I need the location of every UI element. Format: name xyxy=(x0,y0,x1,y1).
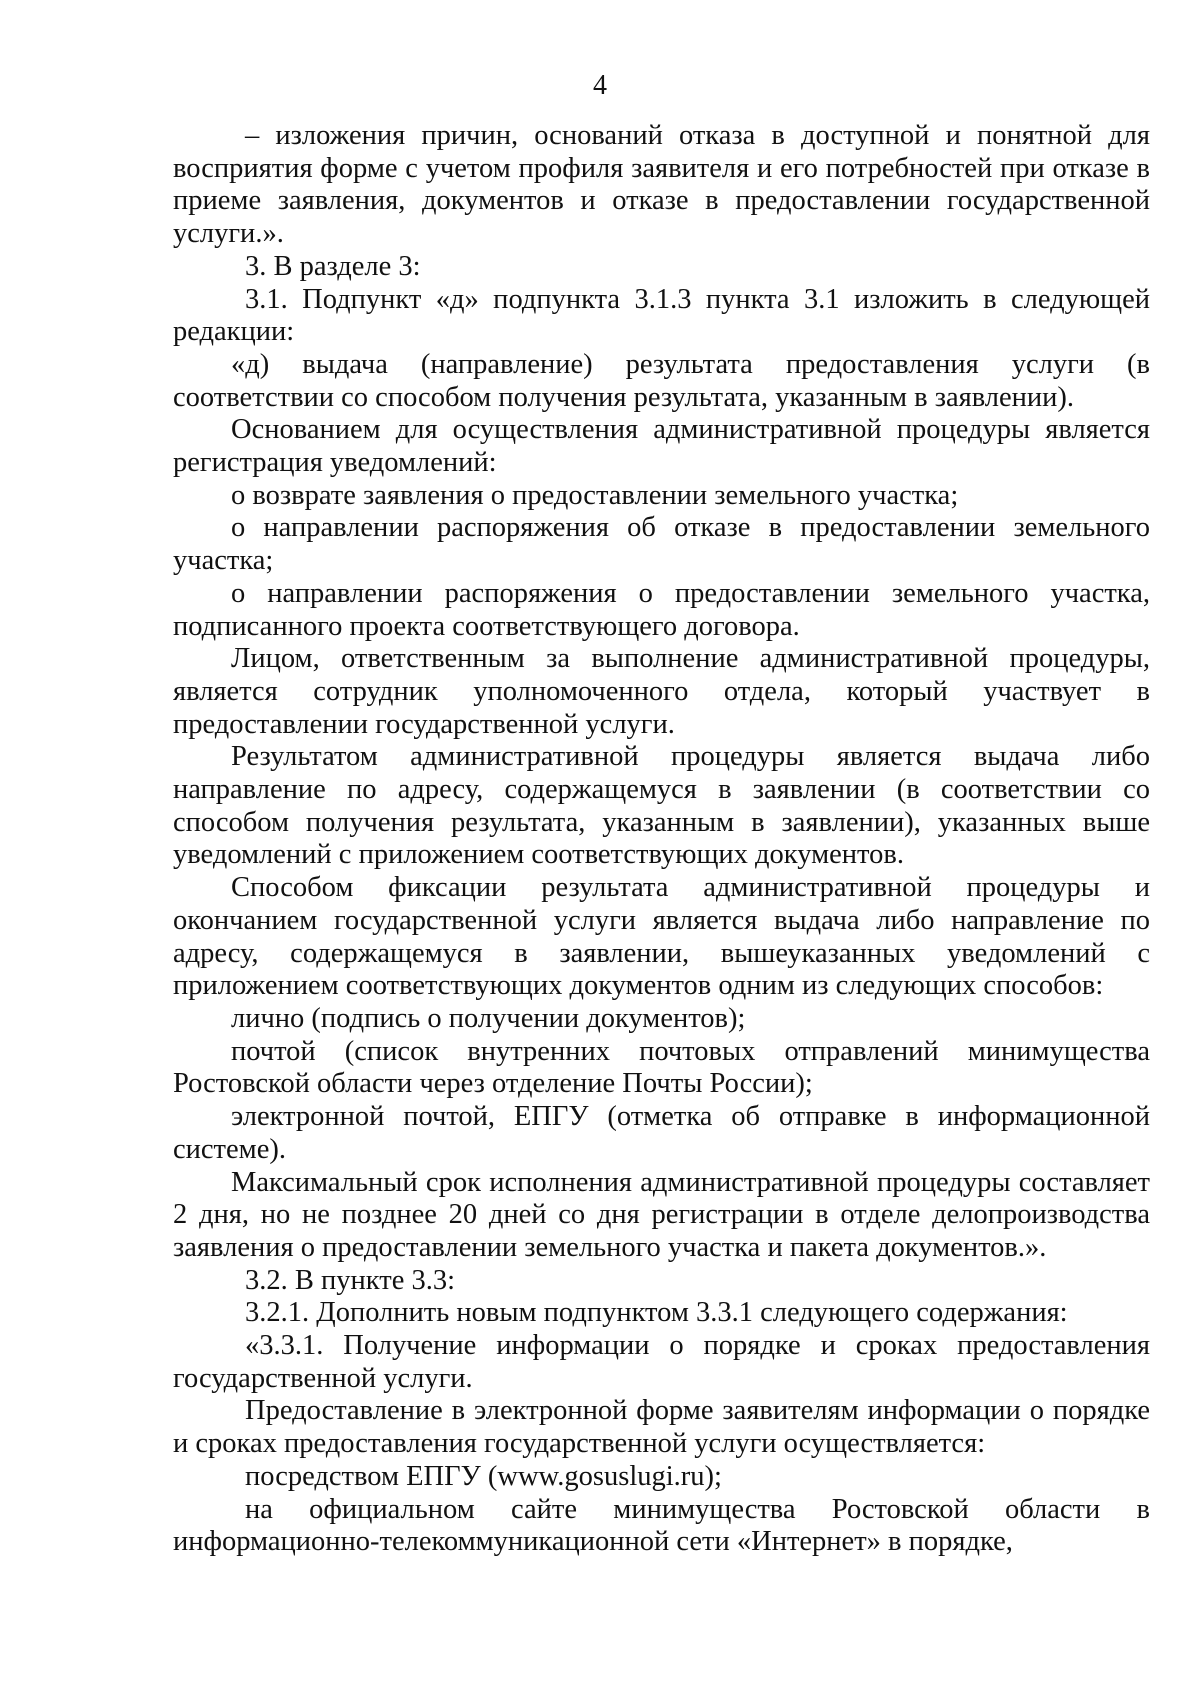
paragraph-official-site: на официальном сайте минимущества Ростовской области в информационно-телекоммуникационной сети «Интернет» в порядке, xyxy=(173,1493,1150,1558)
paragraph-procedure-result: Результатом административной процедуры является выдача либо направление по адресу, содержащемуся в заявлении (в соответствии со способом получения результата, указанным в заявлении), указанных выше уведомлений с приложением соответствующих документов. xyxy=(173,741,1150,871)
paragraph-notice-return: о возврате заявления о предоставлении земельного участка; xyxy=(231,479,959,511)
paragraph-3-2-1: 3.2.1. Дополнить новым подпунктом 3.3.1 следующего содержания: xyxy=(245,1297,1068,1329)
paragraph-responsible-person: Лицом, ответственным за выполнение административной процедуры, является сотрудник уполномоченного отдела, который участвует в предоставлении государственной услуги. xyxy=(173,643,1150,740)
paragraph-3-2-heading: 3.2. В пункте 3.3: xyxy=(245,1264,456,1296)
paragraph-method-in-person: лично (подпись о получении документов); xyxy=(231,1002,746,1034)
paragraph-method-mail: почтой (список внутренних почтовых отправлений минимущества Ростовской области через отделение Почты России); xyxy=(173,1035,1150,1100)
paragraph-electronic-info: Предоставление в электронной форме заявителям информации о порядке и сроках предоставления государственной услуги осуществляется: xyxy=(173,1395,1150,1460)
page-number: 4 xyxy=(593,70,607,101)
paragraph-notice-grant: о направлении распоряжения о предоставлении земельного участка, подписанного проекта соответствующего договора. xyxy=(173,577,1150,642)
document-body xyxy=(173,120,1150,1559)
paragraph-grounds: Основанием для осуществления административной процедуры является регистрация уведомлений: xyxy=(173,414,1150,479)
paragraph-item-d: «д) выдача (направление) результата предоставления услуги (в соответствии со способом получения результата, указанным в заявлении). xyxy=(173,348,1150,413)
paragraph-via-epgu: посредством ЕПГУ (www.gosuslugi.ru); xyxy=(245,1460,722,1492)
paragraph-max-term: Максимальный срок исполнения административной процедуры составляет 2 дня, но не позднее 20 дней со дня регистрации в отделе делопроизводства заявления о предоставлении земельного участка и пакета документов.». xyxy=(173,1166,1150,1263)
paragraph-refusal-reasons: – изложения причин, оснований отказа в доступной и понятной для восприятия форме с учетом профиля заявителя и его потребностей при отказе в приеме заявления, документов и отказе в предоставлении государственной услуги.». xyxy=(173,120,1150,250)
paragraph-fixation-method: Способом фиксации результата административной процедуры и окончанием государственной услуги является выдача либо направление по адресу, содержащемуся в заявлении, вышеуказанных уведомлений с приложением соответствующих документов одним из следующих способов: xyxy=(173,872,1150,1002)
paragraph-notice-refusal: о направлении распоряжения об отказе в предоставлении земельного участка; xyxy=(173,512,1150,577)
paragraph-3-1-subpoint: 3.1. Подпункт «д» подпункта 3.1.3 пункта 3.1 изложить в следующей редакции: xyxy=(173,283,1150,348)
paragraph-section-3-heading: 3. В разделе 3: xyxy=(245,250,421,282)
paragraph-method-email: электронной почтой, ЕПГУ (отметка об отправке в информационной системе). xyxy=(173,1101,1150,1165)
paragraph-3-3-1: «3.3.1. Получение информации о порядке и сроках предоставления государственной услуги. xyxy=(173,1330,1150,1394)
